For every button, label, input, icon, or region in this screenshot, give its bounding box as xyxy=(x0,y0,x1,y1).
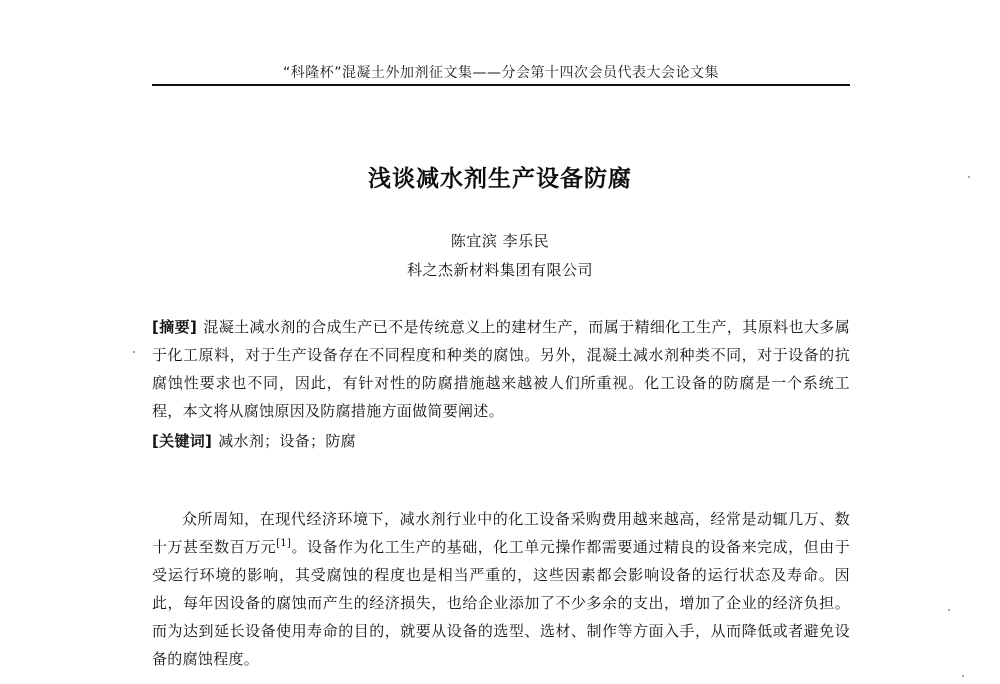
citation-marker: [1] xyxy=(276,538,292,549)
paper-affiliation: 科之杰新材料集团有限公司 xyxy=(406,261,593,279)
body-text-part1: 众所周知，在现代经济环境下，减水剂行业中的化工设备采购费用越来越高，经常是动辄几万、数十万甚至数百万元 xyxy=(152,510,850,556)
body-text-part2: 。设备作为化工生产的基础，化工单元操作都需要通过精良的设备来完成，但由于受运行环境的影响，其受腐蚀的程度也是相当严重的，这些因素都会影响设备的运行状态及寿命。因此，每年因设备的腐蚀而产生的经济损失，也给企业添加了不少多余的支出，增加了企业的经济负担。而为达到延长设备使用寿命的目的，就要从设备的选型、选材、制作等方面入手，从而降低或者避免设备的腐蚀程度。 xyxy=(152,538,850,668)
keywords-section xyxy=(152,427,850,455)
abstract-section xyxy=(152,313,850,425)
header-rule xyxy=(152,84,850,86)
keywords-label: [关键词] xyxy=(152,432,213,450)
scan-speck xyxy=(962,675,964,677)
scan-speck xyxy=(133,351,135,353)
abstract-text: 混凝土减水剂的合成生产已不是传统意义上的建材生产，而属于精细化工生产，其原料也大多属于化工原料，对于生产设备存在不同程度和种类的腐蚀。另外，混凝土减水剂种类不同，对于设备的抗腐蚀性要求也不同，因此，有针对性的防腐措施越来越被人们所重视。化工设备的防腐是一个系统工程，本文将从腐蚀原因及防腐措施方面做简要阐述。 xyxy=(152,318,850,420)
running-header: “科隆杯”混凝土外加剂征文集——分会第十四次会员代表大会论文集 xyxy=(282,65,719,81)
scan-speck xyxy=(968,176,970,178)
paper-authors: 陈宜滨 李乐民 xyxy=(450,232,550,250)
abstract-label: [摘要] xyxy=(152,318,198,336)
keywords-text: 减水剂；设备；防腐 xyxy=(218,432,356,450)
scan-speck xyxy=(948,609,950,611)
paper-title: 浅谈减水剂生产设备防腐 xyxy=(368,166,632,192)
body-paragraph xyxy=(152,505,850,673)
